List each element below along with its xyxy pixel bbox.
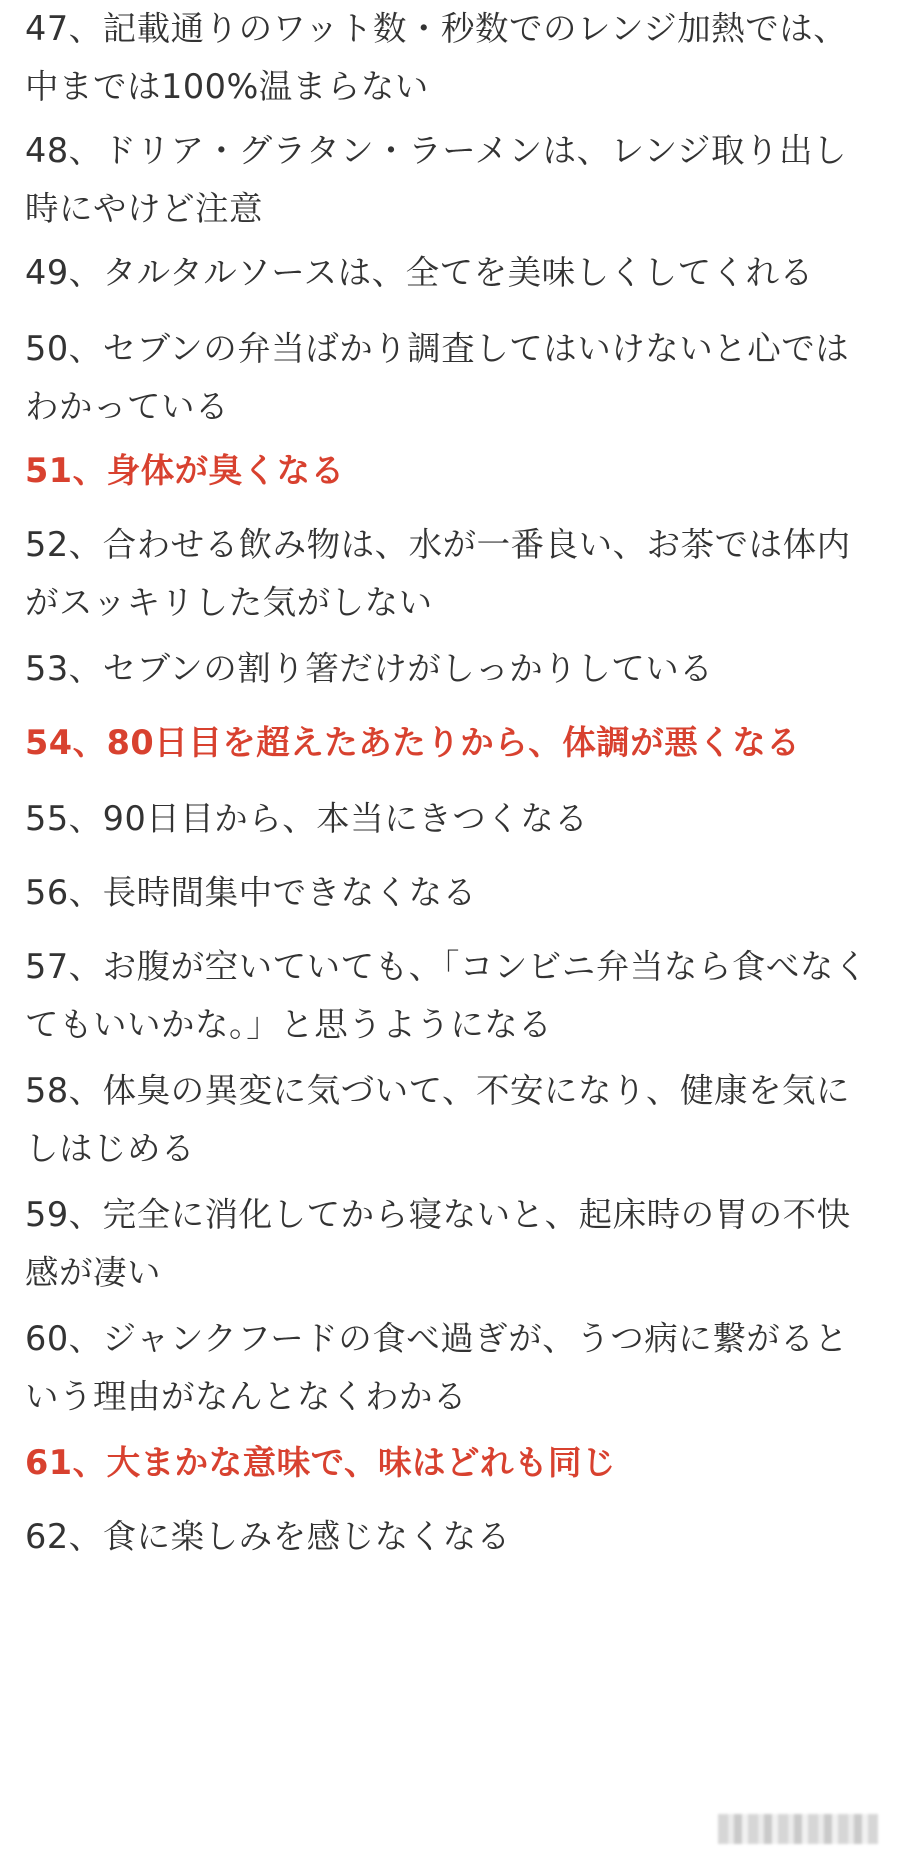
list-item-49: 49、タルタルソースは、全てを美味しくしてくれる (25, 253, 814, 292)
list-item-53: 53、セブンの割り箸だけがしっかりしている (25, 649, 714, 688)
list-item-57: 57、お腹が空いていても、「コンビニ弁当なら食べなくてもいいかな。」と思うようになる (25, 947, 868, 1044)
list-item-52: 52、合わせる飲み物は、水が一番良い、お茶では体内がスッキリした気がしない (25, 525, 851, 622)
list-item-56: 56、長時間集中できなくなる (25, 873, 477, 912)
list-item-50: 50、セブンの弁当ばかり調査してはいけないと心ではわかっている (25, 329, 850, 426)
list-item-58: 58、体臭の異変に気づいて、不安になり、健康を気にしはじめる (25, 1071, 850, 1168)
list-item-59: 59、完全に消化してから寝ないと、起床時の胃の不快感が凄い (25, 1195, 851, 1292)
list-item-54: 54、80日目を超えたあたりから、体調が悪くなる (25, 723, 801, 762)
list-item-55: 55、90日目から、本当にきつくなる (25, 799, 589, 838)
list-item-48: 48、ドリア・グラタン・ラーメンは、レンジ取り出し時にやけど注意 (25, 131, 847, 228)
list-item-62: 62、食に楽しみを感じなくなる (25, 1517, 511, 1556)
list-item-51: 51、身体が臭くなる (25, 451, 345, 490)
list-item-61: 61、大まかな意味で、味はどれも同じ (25, 1443, 616, 1482)
list-item-60: 60、ジャンクフードの食べ過ぎが、うつ病に繋がるという理由がなんとなくわかる (25, 1319, 849, 1416)
blurred-watermark (718, 1814, 878, 1844)
list-item-47: 47、記載通りのワット数・秒数でのレンジ加熱では、中までは100%温まらない (25, 9, 848, 106)
